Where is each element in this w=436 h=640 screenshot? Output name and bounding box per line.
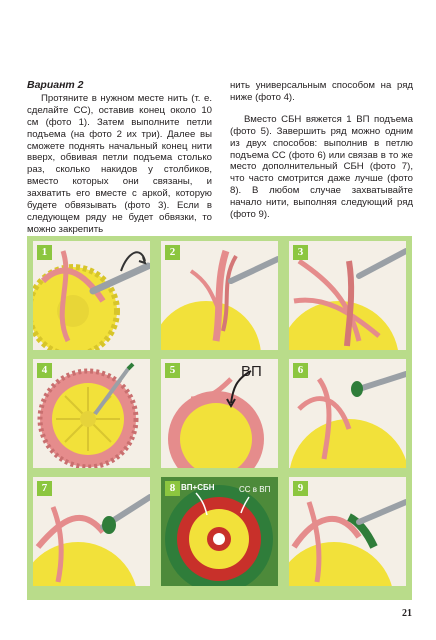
- photo-6-number: 6: [293, 363, 308, 378]
- photo-4: [33, 359, 150, 468]
- photo-2: [161, 241, 278, 350]
- photo-5-label: ВП: [241, 363, 262, 380]
- photo-5: [161, 359, 278, 468]
- photo-7: [33, 477, 150, 586]
- left-paragraph: Протяните в нужном месте нить (т. е. сделайте СС), оставив конец около 10 см (фото 1). Затем выполните петли подъема (на фото 2 их три). Далее вы сможете поднять начальный конец нити вверх, обвивая петли подъема столько раз, сколько накидов у столбиков, вместо которых они связаны, и захватить его вместе с аркой, которую будете обвязывать (фото 3). Если в следующем ряду не будет обвязки, то можно закрепить: [27, 92, 212, 235]
- photo-5-number: 5: [165, 363, 180, 378]
- right-paragraph-2: Вместо СБН вяжется 1 ВП подъема (фото 5). Завершить ряд можно одним из двух способов: выполнив в петлю подъема СС (фото 6) или связав в то же место дополнительный СБН (фото 7), что часто смотрится даже лучше (фото 8). В любом случае захватывайте начало нити, выполняя следующий ряд (фото 9).: [230, 113, 413, 221]
- left-column: [27, 80, 212, 236]
- right-column: [230, 80, 413, 221]
- photo-2-number: 2: [165, 245, 180, 260]
- photo-4-number: 4: [37, 363, 52, 378]
- photo-8: [161, 477, 278, 586]
- photo-9-number: 9: [293, 481, 308, 496]
- photo-9: [289, 477, 406, 586]
- photo-7-number: 7: [37, 481, 52, 496]
- photo-8-label-left: ВП+СБН: [181, 483, 215, 492]
- section-heading: Вариант 2: [27, 79, 84, 91]
- photo-8-label-right: СС в ВП: [239, 485, 271, 494]
- photo-grid: [27, 236, 412, 600]
- page-number: 21: [402, 608, 412, 619]
- photo-3-number: 3: [293, 245, 308, 260]
- photo-1: [33, 241, 150, 350]
- photo-1-number: 1: [37, 245, 52, 260]
- photo-6: [289, 359, 406, 468]
- photo-8-number: 8: [165, 481, 180, 496]
- right-paragraph-1: нить универсальным способом на ряд ниже (фото 4).: [230, 80, 413, 103]
- photo-3: [289, 241, 406, 350]
